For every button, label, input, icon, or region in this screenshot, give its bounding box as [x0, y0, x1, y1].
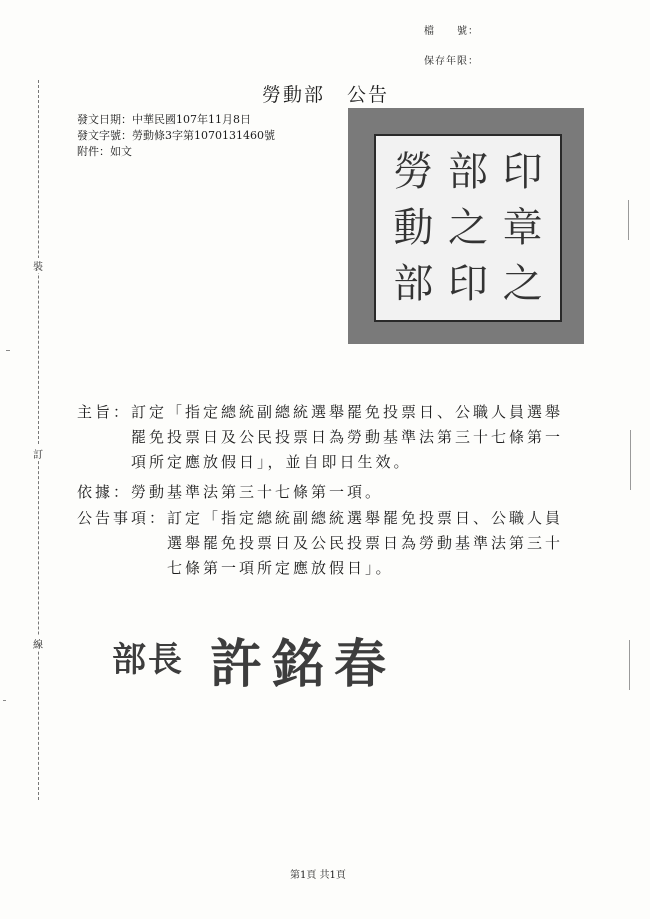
subject-line-1: 訂定「指定總統副總統選舉罷免投票日、公職人員選舉	[131, 403, 564, 421]
subject-line-2: 罷免投票日及公民投票日為勞動基準法第三十七條第一	[131, 428, 564, 446]
seal-char: 印	[447, 261, 488, 307]
basis-text: 勞動基準法第三十七條第一項。	[131, 483, 384, 501]
subject-line-3: 項所定應放假日」，並自即日生效。	[131, 453, 412, 471]
notice-line-2: 選舉罷免投票日及公民投票日為勞動基準法第三十	[167, 534, 564, 552]
seal-char: 之	[447, 205, 488, 251]
signature-name: 許銘春	[210, 634, 397, 695]
basis-label: 依據：	[77, 483, 132, 501]
notice-label: 公告事項：	[77, 509, 168, 527]
binding-line	[38, 80, 39, 800]
subject-label: 主旨：	[77, 403, 132, 421]
file-number-label: 檔 號：	[424, 26, 479, 37]
seal-char: 之	[502, 261, 543, 307]
seal-char: 動	[393, 205, 434, 251]
seal-char: 部	[393, 261, 434, 307]
edge-tick	[3, 700, 6, 701]
issue-date: 發文日期：中華民國107年11月8日	[77, 113, 251, 126]
retention-period-label: 保存年限：	[424, 56, 479, 67]
document-type: 公告	[347, 84, 390, 106]
seal-char: 章	[502, 205, 543, 251]
seal-char: 印	[502, 149, 543, 195]
binding-mark-zhuang: 裝	[33, 258, 43, 273]
notice-line-1: 訂定「指定總統副總統選舉罷免投票日、公職人員	[167, 509, 564, 527]
official-seal	[348, 108, 584, 344]
seal-characters	[386, 144, 550, 312]
binding-mark-ding: 訂	[33, 446, 43, 461]
notice-line-3: 七條第一項所定應放假日」。	[167, 559, 394, 577]
seal-char: 部	[447, 149, 488, 195]
binding-mark-xian: 線	[33, 636, 43, 651]
edge-tick	[6, 350, 10, 351]
page-indicator: 第1頁 共1頁	[290, 870, 346, 881]
agency-name: 勞動部	[262, 84, 326, 106]
attachment-note: 附件：如文	[77, 145, 132, 158]
page-title	[262, 80, 389, 107]
seal-char: 勞	[393, 149, 434, 195]
signature-title: 部長	[112, 640, 184, 680]
reference-number: 發文字號：勞動條3字第1070131460號	[77, 129, 275, 142]
seal-inner-border	[374, 134, 562, 322]
